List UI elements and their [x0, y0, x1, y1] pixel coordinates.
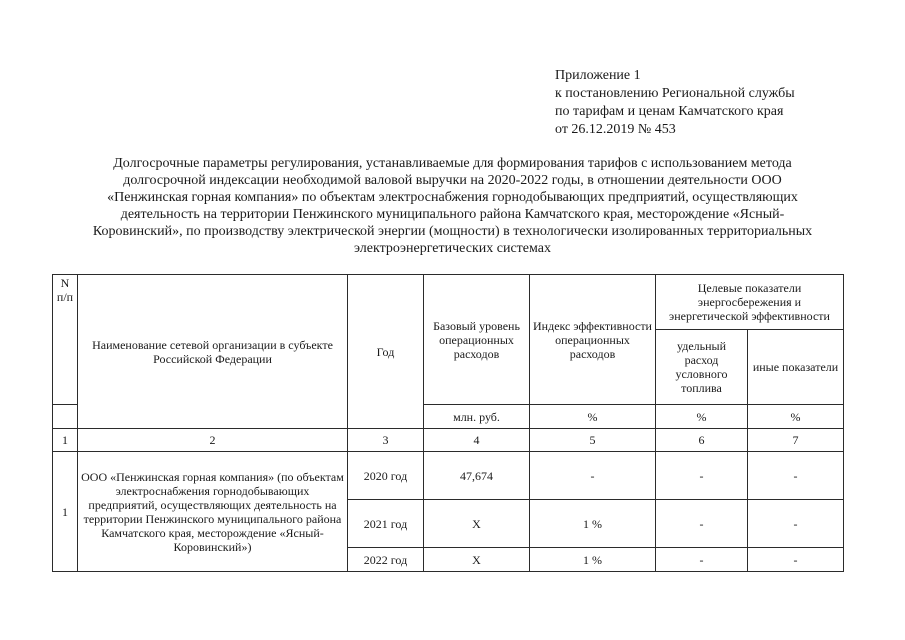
col-number: 4	[424, 429, 530, 452]
title-line: электроэнергетических системах	[354, 241, 551, 256]
document-title	[50, 155, 855, 257]
row-other: -	[748, 452, 844, 500]
row-index: 1 %	[530, 500, 656, 548]
header-target: Целевые показатели энергосбережения и энергетической эффективности	[656, 275, 844, 330]
col-number: 2	[78, 429, 348, 452]
header-base: Базовый уровень операционных расходов	[424, 275, 530, 405]
unit-num-empty	[53, 405, 78, 429]
header-fuel: удельный расход условного топлива	[656, 330, 748, 405]
col-number: 7	[748, 429, 844, 452]
row-index: -	[530, 452, 656, 500]
col-number: 5	[530, 429, 656, 452]
unit-other: %	[748, 405, 844, 429]
unit-base: млн. руб.	[424, 405, 530, 429]
row-other: -	[748, 500, 844, 548]
title-line: Долгосрочные параметры регулирования, устанавливаемые для формирования тарифов с использованием метода	[113, 156, 792, 171]
col-number: 1	[53, 429, 78, 452]
row-index: 1 %	[530, 548, 656, 572]
unit-fuel: %	[656, 405, 748, 429]
appendix-line: от 26.12.2019 № 453	[555, 122, 676, 137]
row-fuel: -	[656, 500, 748, 548]
appendix-line: Приложение 1	[555, 68, 641, 83]
appendix-reference	[555, 67, 795, 139]
col-number: 3	[348, 429, 424, 452]
header-year: Год	[348, 275, 424, 429]
header-index: Индекс эффективности операционных расходов	[530, 275, 656, 405]
col-number: 6	[656, 429, 748, 452]
title-line: деятельность на территории Пенжинского муниципального района Камчатского края, месторождение «Ясный-	[120, 207, 785, 222]
appendix-line: к постановлению Региональной службы	[555, 86, 795, 101]
row-year: 2020 год	[348, 452, 424, 500]
appendix-line: по тарифам и ценам Камчатского края	[555, 104, 784, 119]
row-other: -	[748, 548, 844, 572]
row-base: X	[424, 500, 530, 548]
row-year: 2021 год	[348, 500, 424, 548]
title-line: «Пенжинская горная компания» по объектам электроснабжения горнодобывающих предприятий, осуществляющих	[107, 190, 798, 205]
row-year: 2022 год	[348, 548, 424, 572]
row-base: 47,674	[424, 452, 530, 500]
row-num: 1	[53, 452, 78, 572]
header-org: Наименование сетевой организации в субъекте Российской Федерации	[78, 275, 348, 429]
row-org: ООО «Пенжинская горная компания» (по объектам электроснабжения горнодобывающих предприятий, осуществляющих деятельность на территории Пенжинского муниципального района Камчатского края, месторождение «Ясный-Коровинский»)	[78, 452, 348, 572]
header-other: иные показатели	[748, 330, 844, 405]
row-fuel: -	[656, 452, 748, 500]
title-line: Коровинский», по производству электрической энергии (мощности) в технологически изолированных территориальных	[92, 224, 813, 239]
title-line: долгосрочной индексации необходимой валовой выручки на 2020-2022 годы, в отношении деятельности ООО	[123, 173, 782, 188]
row-fuel: -	[656, 548, 748, 572]
row-base: X	[424, 548, 530, 572]
header-num: N п/п	[53, 275, 78, 405]
parameters-table	[52, 274, 844, 572]
table-row	[53, 452, 844, 500]
unit-index: %	[530, 405, 656, 429]
